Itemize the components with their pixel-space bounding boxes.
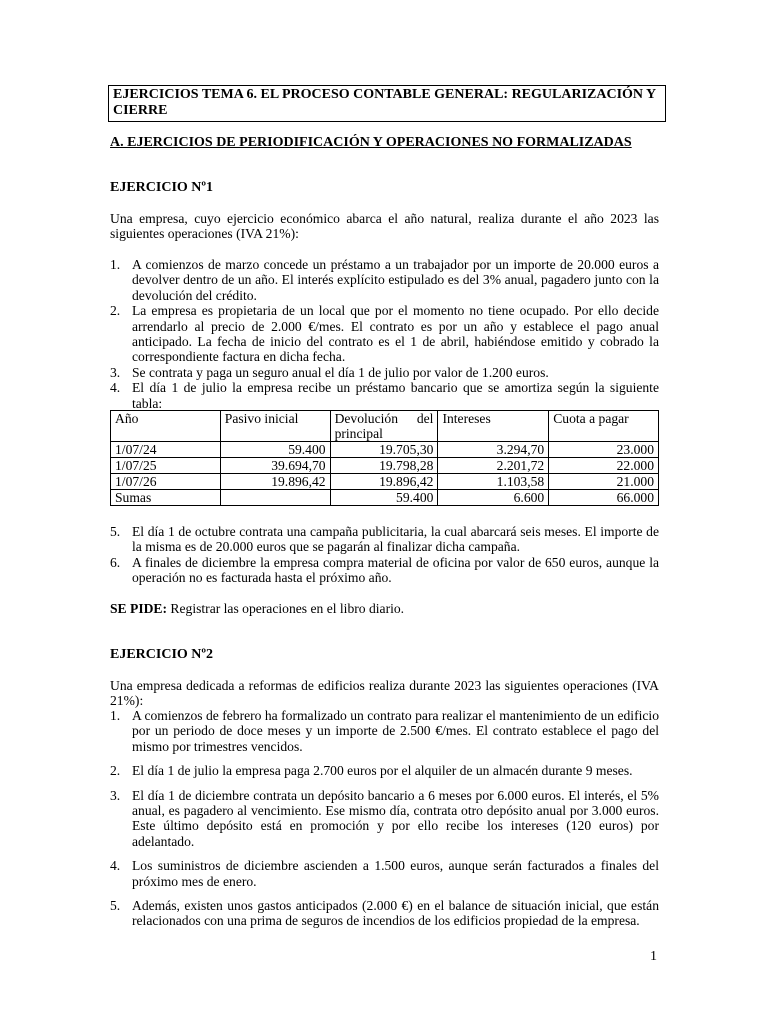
list-item: 2. El día 1 de julio la empresa paga 2.700 euros por el alquiler de un almacén durante 9 meses.	[110, 763, 633, 779]
exercise-1-list-continued	[110, 524, 659, 586]
list-item: 5. Además, existen unos gastos anticipados (2.000 €) en el balance de situación inicial, que están relacionados con una prima de seguros de incendios de los edificios propiedad de la empresa.	[110, 898, 659, 929]
table-cell: 66.000	[549, 490, 659, 506]
table-cell: 22.000	[549, 458, 659, 474]
table-cell: 59.400	[220, 442, 330, 458]
exercise-2-heading: EJERCICIO Nº2	[110, 647, 214, 662]
list-item: 1. A comienzos de febrero ha formalizado un contrato para realizar el mantenimiento de un edificio por un periodo de doce meses y un importe de 2.500 €/mes. El contrato establece el pago del mismo por trimestres vencidos.	[110, 708, 659, 754]
table-header: Pasivo inicial	[220, 411, 330, 442]
table-header: Cuota a pagar	[549, 411, 659, 442]
loan-amortization-table	[110, 410, 659, 506]
table-cell: 1/07/25	[111, 458, 221, 474]
list-item: 4. El día 1 de julio la empresa recibe un préstamo bancario que se amortiza según la siguiente tabla:	[110, 380, 659, 411]
table-header: Devolución del principal	[330, 411, 438, 442]
document-title: EJERCICIOS TEMA 6. EL PROCESO CONTABLE GENERAL: REGULARIZACIÓN Y CIERRE	[108, 85, 666, 122]
table-cell: 19.896,42	[220, 474, 330, 490]
table-cell	[220, 490, 330, 506]
table-cell: 19.705,30	[330, 442, 438, 458]
se-pide-label: SE PIDE:	[110, 601, 168, 616]
table-cell: 3.294,70	[438, 442, 549, 458]
table-cell: 6.600	[438, 490, 549, 506]
table-header-row	[111, 411, 659, 442]
table-row	[111, 442, 659, 458]
table-cell: 2.201,72	[438, 458, 549, 474]
table-cell: 21.000	[549, 474, 659, 490]
table-header: Año	[111, 411, 221, 442]
table-cell: 23.000	[549, 442, 659, 458]
list-item: 6. A finales de diciembre la empresa compra material de oficina por valor de 650 euros, aunque la operación no es facturada hasta el próximo año.	[110, 554, 659, 586]
table-cell: 59.400	[330, 490, 438, 506]
section-a-heading: A. EJERCICIOS DE PERIODIFICACIÓN Y OPERACIONES NO FORMALIZADAS	[110, 135, 632, 150]
table-cell: 1/07/26	[111, 474, 221, 490]
table-row	[111, 458, 659, 474]
list-item: 1. A comienzos de marzo concede un préstamo a un trabajador por un importe de 20.000 euros a devolver dentro de un año. El interés explícito estipulado es del 3% anual, pagadero junto con la devolución del crédito.	[110, 257, 659, 303]
exercise-1-heading: EJERCICIO Nº1	[110, 180, 214, 195]
table-cell: 19.896,42	[330, 474, 438, 490]
table-row	[111, 474, 659, 490]
table-cell: 39.694,70	[220, 458, 330, 474]
exercise-2-list	[110, 708, 659, 929]
table-cell: 1.103,58	[438, 474, 549, 490]
se-pide-text: Registrar las operaciones en el libro diario.	[167, 601, 405, 616]
table-cell: 19.798,28	[330, 458, 438, 474]
list-item: 2. La empresa es propietaria de un local que por el momento no tiene ocupado. Por ello decide arrendarlo al precio de 2.000 €/mes. El contrato es por un año y establece el pago anual anticipado. La fecha de inicio del contrato es el 1 de abril, habiéndose emitido y cobrado la correspondiente factura en dicha fecha.	[110, 303, 659, 365]
exercise-1-intro: Una empresa, cuyo ejercicio económico abarca el año natural, realiza durante el año 2023 las siguientes operaciones (IVA 21%):	[110, 211, 659, 242]
exercise-1-list	[110, 257, 659, 411]
list-item: 3. El día 1 de diciembre contrata un depósito bancario a 6 meses por 6.000 euros. El interés, el 5% anual, es pagadero al vencimiento. Ese mismo día, contrata otro depósito anual por 3.000 euros. Este último depósito está en promoción y por ello recibe los intereses (120 euros) por adelantado.	[110, 787, 659, 849]
table-cell: Sumas	[111, 490, 221, 506]
list-item: 3. Se contrata y paga un seguro anual el día 1 de julio por valor de 1.200 euros.	[110, 364, 549, 380]
exercise-2-intro: Una empresa dedicada a reformas de edificios realiza durante 2023 las siguientes operaciones (IVA 21%):	[110, 678, 659, 709]
list-item: 5. El día 1 de octubre contrata una campaña publicitaria, la cual abarcará seis meses. El importe de la misma es de 20.000 euros que se pagarán al finalizar dicha campaña.	[110, 524, 659, 555]
table-header: Intereses	[438, 411, 549, 442]
table-row-totals	[111, 490, 659, 506]
page-number: 1	[650, 949, 657, 964]
exercise-1-task	[110, 601, 659, 616]
table-cell: 1/07/24	[111, 442, 221, 458]
list-item: 4. Los suministros de diciembre ascienden a 1.500 euros, aunque serán facturados a finales del próximo mes de enero.	[110, 858, 659, 889]
